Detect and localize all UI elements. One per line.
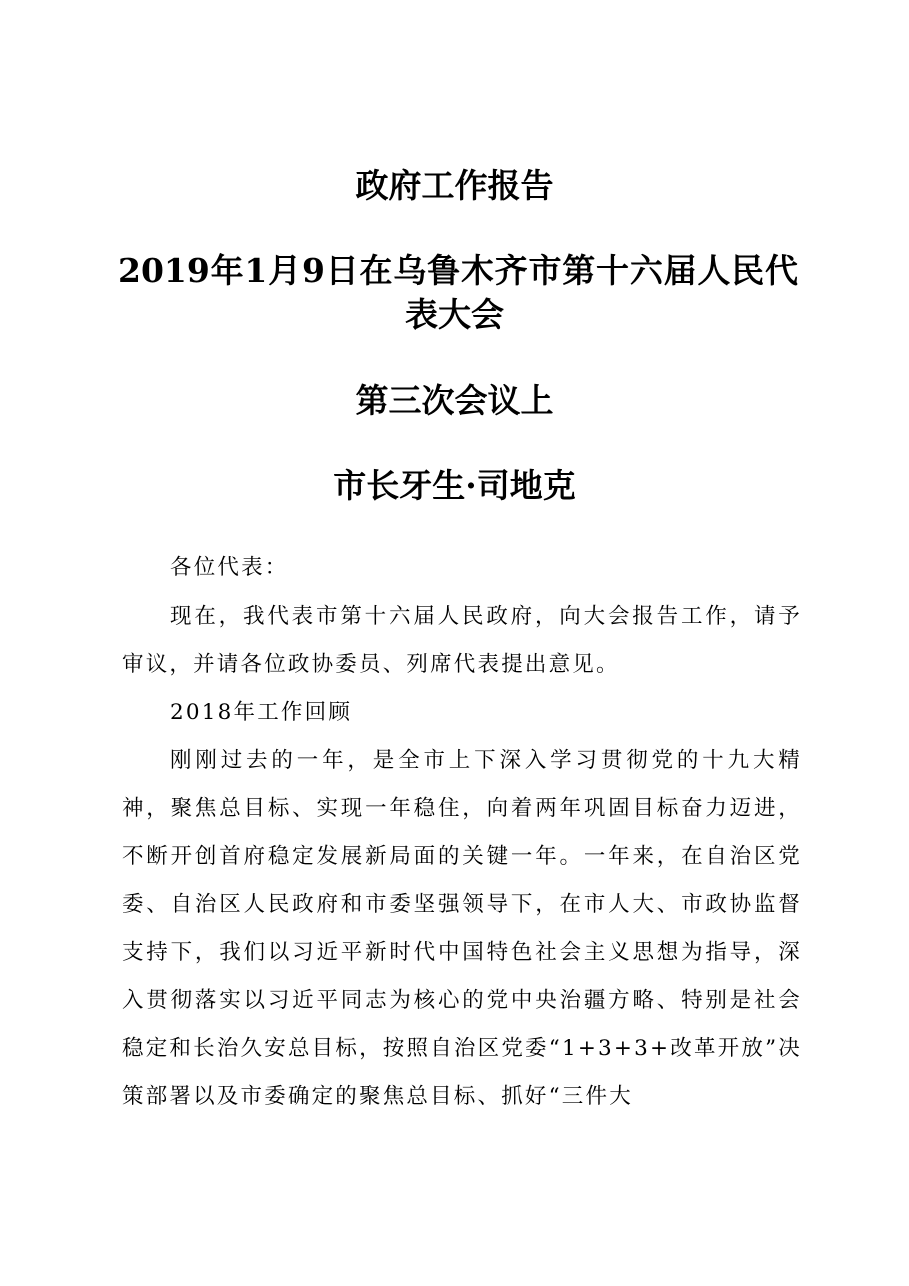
subtitle-line-3: 第三次会议上	[355, 381, 554, 420]
document-title: 政府工作报告	[355, 166, 554, 205]
salutation: 各位代表：	[170, 555, 289, 580]
speaker-name: 市长牙生·司地克	[333, 466, 576, 505]
section-heading: 2018年工作回顾	[170, 700, 353, 725]
subtitle-line-1: 2019年1月9日在乌鲁木齐市第十六届人民代	[118, 251, 798, 290]
document-subtitle	[118, 248, 798, 294]
subtitle-line-2: 表大会	[405, 295, 504, 334]
paragraph-2: 刚刚过去的一年，是全市上下深入学习贯彻党的十九大精神，聚焦总目标、实现一年稳住，向着两年巩固目标奋力迈进，不断开创首府稳定发展新局面的关键一年。一年来，在自治区党委、自治区人民政府和市委坚强领导下，在市人大、市政协监督支持下，我们以习近平新时代中国特色社会主义思想为指导，深入贯彻落实以习近平同志为核心的党中央治疆方略、特别是社会稳定和长治久安总目标，按照自治区党委“1+3+3+改革开放”决策部署以及市委确定的聚焦总目标、抓好“三件大	[122, 748, 802, 1109]
subtitle-line-2-wrap	[0, 292, 909, 338]
paragraph-1: 现在，我代表市第十六届人民政府，向大会报告工作，请予审议，并请各位政协委员、列席代表提出意见。	[122, 604, 802, 677]
